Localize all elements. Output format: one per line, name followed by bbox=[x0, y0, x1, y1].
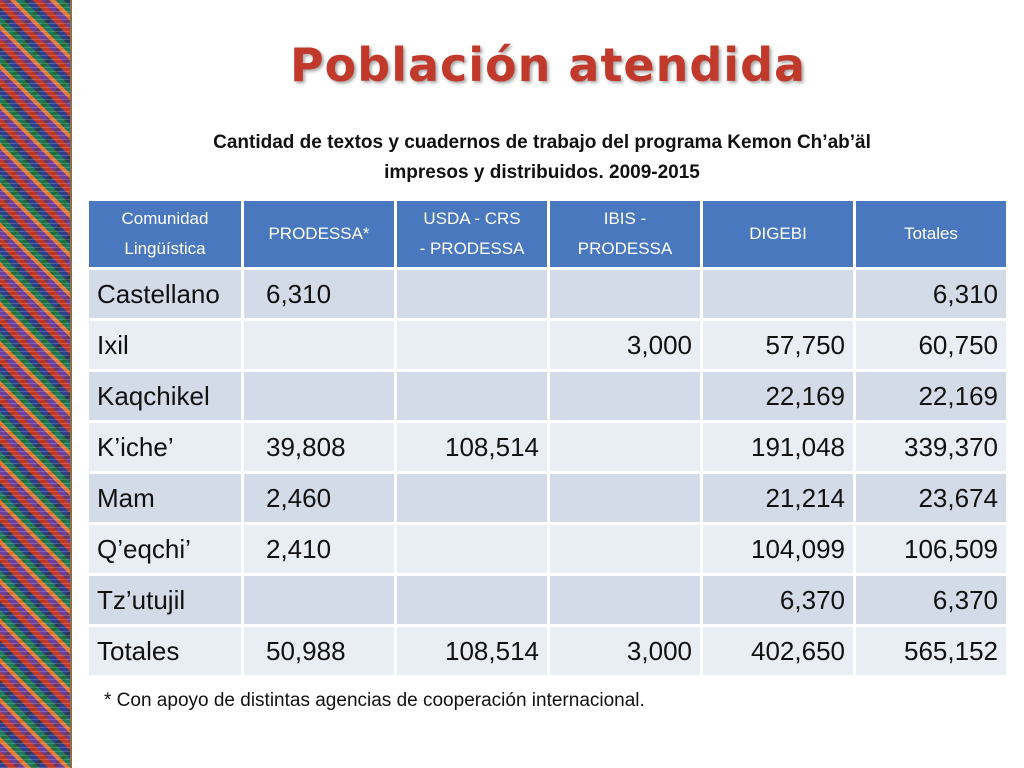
cell-prodessa: 6,310 bbox=[244, 270, 394, 318]
cell-prodessa bbox=[244, 372, 394, 420]
cell-digebi: 21,214 bbox=[703, 474, 853, 522]
cell-digebi: 191,048 bbox=[703, 423, 853, 471]
table-caption-line1: Cantidad de textos y cuadernos de trabajo del programa Kemon Ch’ab’äl bbox=[213, 132, 871, 153]
cell-usda-crs bbox=[397, 525, 547, 573]
cell-usda-crs bbox=[397, 576, 547, 624]
cell-language: Totales bbox=[89, 627, 241, 675]
cell-prodessa bbox=[244, 321, 394, 369]
cell-prodessa: 2,460 bbox=[244, 474, 394, 522]
cell-total: 565,152 bbox=[856, 627, 1006, 675]
cell-ibis bbox=[550, 474, 700, 522]
cell-usda-crs bbox=[397, 270, 547, 318]
cell-prodessa: 39,808 bbox=[244, 423, 394, 471]
column-header-digebi: DIGEBI bbox=[703, 201, 853, 267]
table-header-row bbox=[89, 201, 1006, 267]
cell-digebi: 22,169 bbox=[703, 372, 853, 420]
textile-border bbox=[70, 0, 72, 768]
cell-total: 106,509 bbox=[856, 525, 1006, 573]
column-header-prodessa: PRODESSA* bbox=[244, 201, 394, 267]
cell-language: Q’eqchi’ bbox=[89, 525, 241, 573]
cell-usda-crs bbox=[397, 372, 547, 420]
cell-language: Kaqchikel bbox=[89, 372, 241, 420]
cell-usda-crs bbox=[397, 474, 547, 522]
cell-prodessa bbox=[244, 576, 394, 624]
cell-usda-crs bbox=[397, 321, 547, 369]
cell-ibis bbox=[550, 576, 700, 624]
cell-total: 6,310 bbox=[856, 270, 1006, 318]
cell-ibis bbox=[550, 423, 700, 471]
cell-usda-crs: 108,514 bbox=[397, 627, 547, 675]
distribution-table bbox=[86, 198, 1009, 678]
table-row bbox=[89, 270, 1006, 318]
table-row bbox=[89, 525, 1006, 573]
table-caption-line2: impresos y distribuidos. 2009-2015 bbox=[384, 162, 700, 183]
cell-digebi: 104,099 bbox=[703, 525, 853, 573]
cell-digebi: 6,370 bbox=[703, 576, 853, 624]
cell-language: K’iche’ bbox=[89, 423, 241, 471]
table-row bbox=[89, 474, 1006, 522]
cell-digebi bbox=[703, 270, 853, 318]
column-header-ibis: IBIS - PRODESSA bbox=[550, 201, 700, 267]
cell-language: Mam bbox=[89, 474, 241, 522]
cell-ibis: 3,000 bbox=[550, 321, 700, 369]
cell-total: 23,674 bbox=[856, 474, 1006, 522]
cell-ibis bbox=[550, 372, 700, 420]
cell-ibis: 3,000 bbox=[550, 627, 700, 675]
cell-digebi: 402,650 bbox=[703, 627, 853, 675]
cell-total: 6,370 bbox=[856, 576, 1006, 624]
cell-ibis bbox=[550, 525, 700, 573]
cell-usda-crs: 108,514 bbox=[397, 423, 547, 471]
cell-language: Ixil bbox=[89, 321, 241, 369]
table-row bbox=[89, 576, 1006, 624]
cell-digebi: 57,750 bbox=[703, 321, 853, 369]
cell-prodessa: 50,988 bbox=[244, 627, 394, 675]
cell-total: 60,750 bbox=[856, 321, 1006, 369]
column-header-totales: Totales bbox=[856, 201, 1006, 267]
table-row bbox=[89, 423, 1006, 471]
cell-language: Tz’utujil bbox=[89, 576, 241, 624]
column-header-usda-crs: USDA - CRS - PRODESSA bbox=[397, 201, 547, 267]
woven-textile-decoration-icon bbox=[0, 0, 70, 768]
table-row bbox=[89, 372, 1006, 420]
footnote: * Con apoyo de distintas agencias de cooperación internacional. bbox=[104, 690, 645, 711]
table-row bbox=[89, 321, 1006, 369]
slide-title: Población atendida bbox=[289, 38, 807, 92]
cell-ibis bbox=[550, 270, 700, 318]
cell-total: 339,370 bbox=[856, 423, 1006, 471]
cell-prodessa: 2,410 bbox=[244, 525, 394, 573]
table-row-totals bbox=[89, 627, 1006, 675]
cell-total: 22,169 bbox=[856, 372, 1006, 420]
table-caption bbox=[100, 128, 984, 188]
column-header-comunidad: Comunidad Lingüística bbox=[89, 201, 241, 267]
cell-language: Castellano bbox=[89, 270, 241, 318]
